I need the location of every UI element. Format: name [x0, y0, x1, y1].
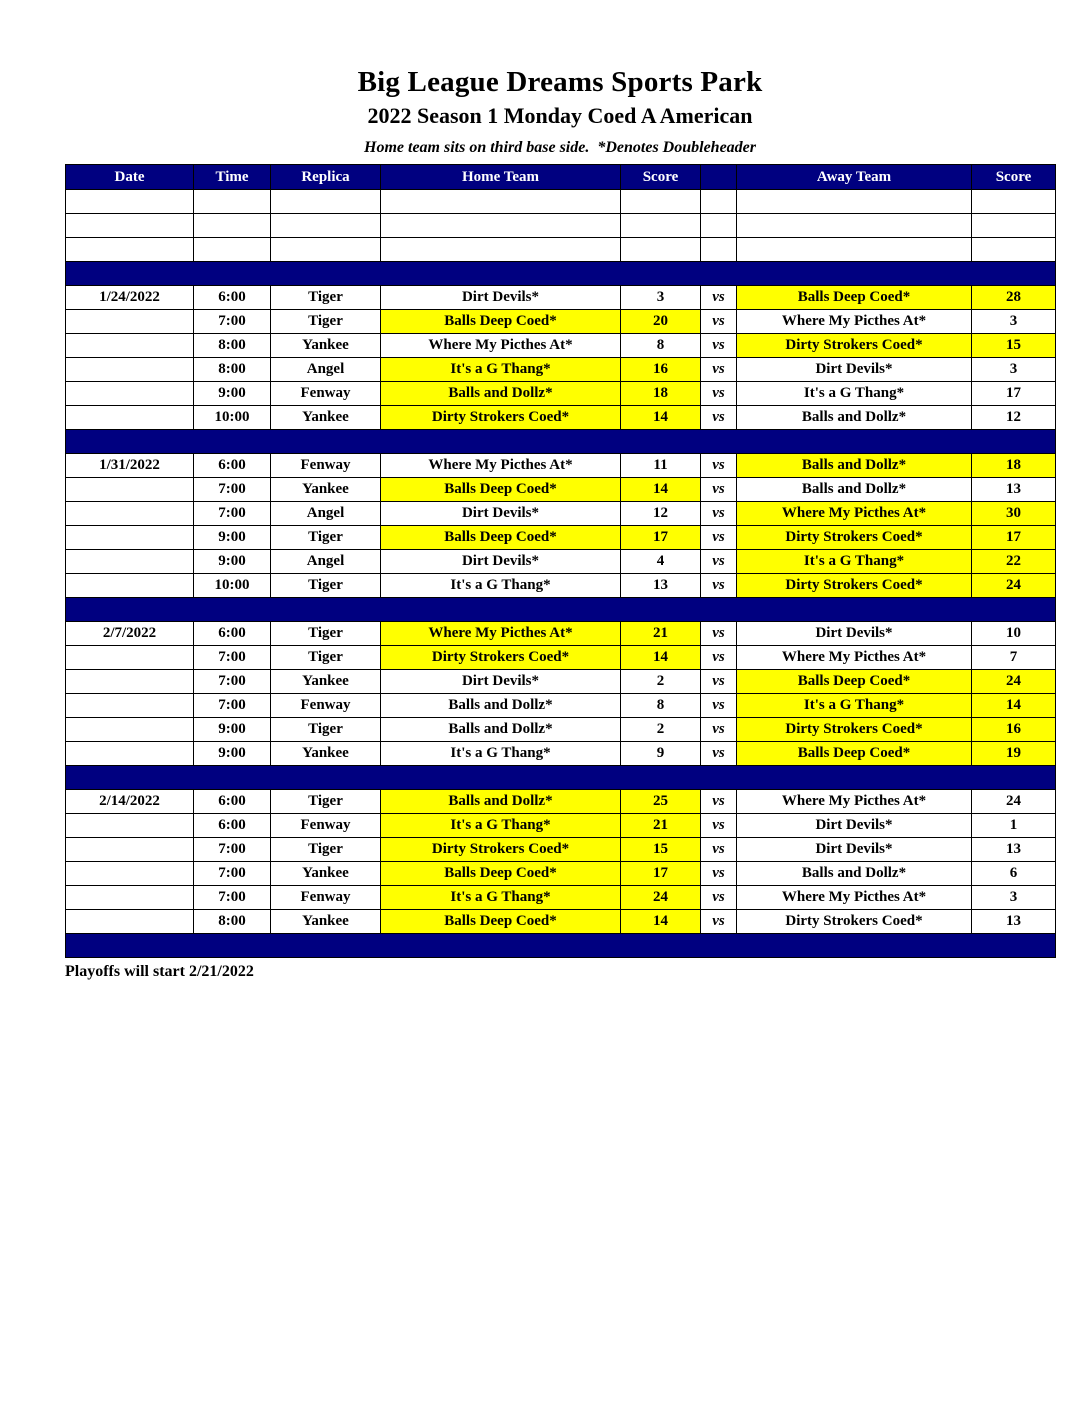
- vs-cell: vs: [701, 838, 737, 862]
- time-cell: 9:00: [194, 550, 271, 574]
- vs-cell: vs: [701, 478, 737, 502]
- home-team-cell: Where My Picthes At*: [381, 334, 621, 358]
- vs-cell: vs: [701, 358, 737, 382]
- vs-cell: vs: [701, 814, 737, 838]
- home-score-cell: 2: [621, 670, 701, 694]
- home-score-cell: 15: [621, 838, 701, 862]
- replica-cell: Tiger: [271, 646, 381, 670]
- time-cell: 8:00: [194, 358, 271, 382]
- vs-cell: vs: [701, 646, 737, 670]
- away-score-cell: 18: [972, 454, 1056, 478]
- date-cell: [66, 694, 194, 718]
- game-row: [66, 334, 1056, 358]
- away-team-cell: Balls Deep Coed*: [737, 742, 972, 766]
- home-score-cell: 4: [621, 550, 701, 574]
- away-score-cell: 3: [972, 310, 1056, 334]
- away-score-cell: 24: [972, 574, 1056, 598]
- time-cell: 10:00: [194, 574, 271, 598]
- home-score-cell: 17: [621, 862, 701, 886]
- home-score-cell: 9: [621, 742, 701, 766]
- replica-cell: Fenway: [271, 382, 381, 406]
- vs-cell: vs: [701, 574, 737, 598]
- time-cell: 6:00: [194, 454, 271, 478]
- game-row: [66, 286, 1056, 310]
- date-cell: [66, 358, 194, 382]
- home-team-cell: Balls Deep Coed*: [381, 526, 621, 550]
- home-team-cell: Dirty Strokers Coed*: [381, 406, 621, 430]
- vs-cell: vs: [701, 550, 737, 574]
- away-score-cell: 1: [972, 814, 1056, 838]
- empty-cell: [66, 238, 194, 262]
- away-team-cell: Where My Picthes At*: [737, 502, 972, 526]
- time-cell: 6:00: [194, 622, 271, 646]
- away-score-cell: 7: [972, 646, 1056, 670]
- replica-cell: Fenway: [271, 454, 381, 478]
- date-cell: [66, 718, 194, 742]
- away-score-cell: 6: [972, 862, 1056, 886]
- game-row: [66, 382, 1056, 406]
- home-score-cell: 2: [621, 718, 701, 742]
- home-team-cell: It's a G Thang*: [381, 886, 621, 910]
- home-team-cell: Dirt Devils*: [381, 502, 621, 526]
- table-head: [66, 165, 1056, 190]
- empty-cell: [271, 190, 381, 214]
- empty-cell: [381, 214, 621, 238]
- away-score-cell: 12: [972, 406, 1056, 430]
- date-cell: [66, 646, 194, 670]
- home-team-cell: Balls Deep Coed*: [381, 910, 621, 934]
- away-score-cell: 10: [972, 622, 1056, 646]
- away-score-cell: 19: [972, 742, 1056, 766]
- empty-cell: [621, 238, 701, 262]
- game-row: [66, 790, 1056, 814]
- empty-cell: [194, 214, 271, 238]
- time-cell: 7:00: [194, 838, 271, 862]
- empty-cell: [271, 238, 381, 262]
- replica-cell: Tiger: [271, 286, 381, 310]
- time-cell: 9:00: [194, 742, 271, 766]
- empty-cell: [972, 190, 1056, 214]
- away-score-cell: 16: [972, 718, 1056, 742]
- empty-cell: [271, 214, 381, 238]
- home-score-cell: 25: [621, 790, 701, 814]
- home-score-cell: 17: [621, 526, 701, 550]
- away-team-cell: It's a G Thang*: [737, 550, 972, 574]
- header-time: Time: [194, 165, 271, 190]
- time-cell: 9:00: [194, 382, 271, 406]
- home-score-cell: 14: [621, 910, 701, 934]
- home-team-cell: Dirt Devils*: [381, 670, 621, 694]
- date-cell: [66, 574, 194, 598]
- game-row: [66, 478, 1056, 502]
- date-cell: [66, 862, 194, 886]
- game-row: [66, 550, 1056, 574]
- vs-cell: vs: [701, 406, 737, 430]
- replica-cell: Yankee: [271, 910, 381, 934]
- replica-cell: Tiger: [271, 574, 381, 598]
- home-team-cell: It's a G Thang*: [381, 358, 621, 382]
- away-team-cell: Dirty Strokers Coed*: [737, 574, 972, 598]
- time-cell: 7:00: [194, 502, 271, 526]
- separator-cell: [66, 766, 1056, 790]
- schedule-table: [65, 164, 1056, 958]
- empty-cell: [381, 190, 621, 214]
- time-cell: 6:00: [194, 286, 271, 310]
- replica-cell: Fenway: [271, 814, 381, 838]
- away-score-cell: 15: [972, 334, 1056, 358]
- home-team-cell: Dirt Devils*: [381, 550, 621, 574]
- empty-cell: [621, 214, 701, 238]
- replica-cell: Yankee: [271, 862, 381, 886]
- away-team-cell: Where My Picthes At*: [737, 886, 972, 910]
- date-cell: [66, 310, 194, 334]
- date-cell: [66, 910, 194, 934]
- date-cell: [66, 814, 194, 838]
- replica-cell: Angel: [271, 502, 381, 526]
- replica-cell: Tiger: [271, 622, 381, 646]
- away-team-cell: Dirty Strokers Coed*: [737, 910, 972, 934]
- away-team-cell: Balls and Dollz*: [737, 862, 972, 886]
- away-score-cell: 28: [972, 286, 1056, 310]
- away-team-cell: It's a G Thang*: [737, 694, 972, 718]
- home-score-cell: 11: [621, 454, 701, 478]
- vs-cell: vs: [701, 742, 737, 766]
- empty-cell: [737, 214, 972, 238]
- game-row: [66, 670, 1056, 694]
- empty-cell: [972, 238, 1056, 262]
- empty-row: [66, 190, 1056, 214]
- away-team-cell: Balls and Dollz*: [737, 406, 972, 430]
- time-cell: 8:00: [194, 334, 271, 358]
- away-team-cell: Balls and Dollz*: [737, 454, 972, 478]
- replica-cell: Tiger: [271, 718, 381, 742]
- away-team-cell: Dirty Strokers Coed*: [737, 334, 972, 358]
- date-cell: [66, 406, 194, 430]
- home-team-cell: Balls and Dollz*: [381, 718, 621, 742]
- vs-cell: vs: [701, 790, 737, 814]
- home-score-cell: 13: [621, 574, 701, 598]
- empty-cell: [194, 190, 271, 214]
- date-cell: [66, 550, 194, 574]
- home-team-cell: Dirt Devils*: [381, 286, 621, 310]
- away-team-cell: Dirt Devils*: [737, 814, 972, 838]
- separator-row: [66, 934, 1056, 958]
- replica-cell: Angel: [271, 550, 381, 574]
- header-away-score: Score: [972, 165, 1056, 190]
- time-cell: 6:00: [194, 814, 271, 838]
- replica-cell: Fenway: [271, 886, 381, 910]
- vs-cell: vs: [701, 670, 737, 694]
- vs-cell: vs: [701, 334, 737, 358]
- vs-cell: vs: [701, 718, 737, 742]
- game-row: [66, 886, 1056, 910]
- replica-cell: Yankee: [271, 742, 381, 766]
- date-cell: 1/24/2022: [66, 286, 194, 310]
- replica-cell: Tiger: [271, 838, 381, 862]
- header-row: [66, 165, 1056, 190]
- away-score-cell: 13: [972, 910, 1056, 934]
- home-score-cell: 24: [621, 886, 701, 910]
- time-cell: 9:00: [194, 718, 271, 742]
- empty-row: [66, 214, 1056, 238]
- date-cell: 2/14/2022: [66, 790, 194, 814]
- away-team-cell: Dirt Devils*: [737, 358, 972, 382]
- date-cell: [66, 478, 194, 502]
- away-team-cell: Dirt Devils*: [737, 838, 972, 862]
- time-cell: 7:00: [194, 646, 271, 670]
- game-row: [66, 358, 1056, 382]
- separator-cell: [66, 598, 1056, 622]
- time-cell: 7:00: [194, 478, 271, 502]
- game-row: [66, 814, 1056, 838]
- vs-cell: vs: [701, 862, 737, 886]
- date-cell: 2/7/2022: [66, 622, 194, 646]
- game-row: [66, 574, 1056, 598]
- game-row: [66, 646, 1056, 670]
- home-score-cell: 21: [621, 814, 701, 838]
- empty-cell: [701, 214, 737, 238]
- home-team-cell: Balls Deep Coed*: [381, 862, 621, 886]
- vs-cell: vs: [701, 526, 737, 550]
- game-row: [66, 862, 1056, 886]
- vs-cell: vs: [701, 310, 737, 334]
- game-row: [66, 742, 1056, 766]
- date-cell: [66, 886, 194, 910]
- game-row: [66, 310, 1056, 334]
- home-team-cell: It's a G Thang*: [381, 814, 621, 838]
- home-team-cell: It's a G Thang*: [381, 574, 621, 598]
- date-cell: 1/31/2022: [66, 454, 194, 478]
- game-row: [66, 406, 1056, 430]
- away-team-cell: Where My Picthes At*: [737, 646, 972, 670]
- time-cell: 7:00: [194, 670, 271, 694]
- vs-cell: vs: [701, 286, 737, 310]
- home-team-cell: Where My Picthes At*: [381, 454, 621, 478]
- time-cell: 10:00: [194, 406, 271, 430]
- table-body: [66, 190, 1056, 958]
- empty-cell: [194, 238, 271, 262]
- home-score-cell: 8: [621, 694, 701, 718]
- away-score-cell: 24: [972, 790, 1056, 814]
- home-score-cell: 14: [621, 646, 701, 670]
- vs-cell: vs: [701, 382, 737, 406]
- away-score-cell: 22: [972, 550, 1056, 574]
- replica-cell: Yankee: [271, 478, 381, 502]
- replica-cell: Tiger: [271, 310, 381, 334]
- home-score-cell: 18: [621, 382, 701, 406]
- game-row: [66, 454, 1056, 478]
- replica-cell: Angel: [271, 358, 381, 382]
- empty-cell: [381, 238, 621, 262]
- time-cell: 7:00: [194, 886, 271, 910]
- page-subtitle: 2022 Season 1 Monday Coed A American: [367, 103, 753, 128]
- separator-row: [66, 766, 1056, 790]
- header-date: Date: [66, 165, 194, 190]
- date-cell: [66, 382, 194, 406]
- empty-cell: [701, 190, 737, 214]
- home-team-cell: Balls and Dollz*: [381, 790, 621, 814]
- replica-cell: Yankee: [271, 670, 381, 694]
- replica-cell: Tiger: [271, 526, 381, 550]
- away-team-cell: Dirty Strokers Coed*: [737, 718, 972, 742]
- time-cell: 7:00: [194, 862, 271, 886]
- away-team-cell: Balls Deep Coed*: [737, 286, 972, 310]
- away-team-cell: Where My Picthes At*: [737, 790, 972, 814]
- header-away-team: Away Team: [737, 165, 972, 190]
- replica-cell: Fenway: [271, 694, 381, 718]
- game-row: [66, 622, 1056, 646]
- away-team-cell: It's a G Thang*: [737, 382, 972, 406]
- separator-cell: [66, 934, 1056, 958]
- home-team-cell: Balls and Dollz*: [381, 694, 621, 718]
- vs-cell: vs: [701, 502, 737, 526]
- away-score-cell: 14: [972, 694, 1056, 718]
- home-score-cell: 14: [621, 478, 701, 502]
- away-team-cell: Dirty Strokers Coed*: [737, 526, 972, 550]
- header-replica: Replica: [271, 165, 381, 190]
- separator-cell: [66, 430, 1056, 454]
- time-cell: 8:00: [194, 910, 271, 934]
- date-cell: [66, 838, 194, 862]
- game-row: [66, 910, 1056, 934]
- vs-cell: vs: [701, 454, 737, 478]
- empty-cell: [737, 238, 972, 262]
- vs-cell: vs: [701, 886, 737, 910]
- separator-row: [66, 262, 1056, 286]
- vs-cell: vs: [701, 622, 737, 646]
- home-score-cell: 8: [621, 334, 701, 358]
- date-cell: [66, 742, 194, 766]
- game-row: [66, 694, 1056, 718]
- home-team-cell: Dirty Strokers Coed*: [381, 646, 621, 670]
- vs-cell: vs: [701, 910, 737, 934]
- time-cell: 9:00: [194, 526, 271, 550]
- separator-cell: [66, 262, 1056, 286]
- header-home-score: Score: [621, 165, 701, 190]
- empty-cell: [66, 214, 194, 238]
- home-team-cell: It's a G Thang*: [381, 742, 621, 766]
- away-team-cell: Where My Picthes At*: [737, 310, 972, 334]
- date-cell: [66, 526, 194, 550]
- home-score-cell: 12: [621, 502, 701, 526]
- game-row: [66, 502, 1056, 526]
- home-team-cell: Balls and Dollz*: [381, 382, 621, 406]
- game-row: [66, 526, 1056, 550]
- date-cell: [66, 502, 194, 526]
- replica-cell: Tiger: [271, 790, 381, 814]
- home-team-cell: Balls Deep Coed*: [381, 310, 621, 334]
- away-team-cell: Dirt Devils*: [737, 622, 972, 646]
- away-team-cell: Balls and Dollz*: [737, 478, 972, 502]
- away-score-cell: 17: [972, 382, 1056, 406]
- away-score-cell: 13: [972, 838, 1056, 862]
- away-score-cell: 17: [972, 526, 1056, 550]
- vs-cell: vs: [701, 694, 737, 718]
- home-score-cell: 16: [621, 358, 701, 382]
- home-team-cell: Balls Deep Coed*: [381, 478, 621, 502]
- empty-row: [66, 238, 1056, 262]
- date-cell: [66, 334, 194, 358]
- away-score-cell: 30: [972, 502, 1056, 526]
- home-team-cell: Dirty Strokers Coed*: [381, 838, 621, 862]
- time-cell: 6:00: [194, 790, 271, 814]
- separator-row: [66, 430, 1056, 454]
- away-score-cell: 24: [972, 670, 1056, 694]
- time-cell: 7:00: [194, 694, 271, 718]
- empty-cell: [737, 190, 972, 214]
- separator-row: [66, 598, 1056, 622]
- empty-cell: [66, 190, 194, 214]
- playoffs-note: Playoffs will start 2/21/2022: [65, 963, 254, 980]
- time-cell: 7:00: [194, 310, 271, 334]
- legend-note: Home team sits on third base side. *Denotes Doubleheader: [364, 139, 756, 156]
- home-score-cell: 3: [621, 286, 701, 310]
- game-row: [66, 838, 1056, 862]
- away-score-cell: 13: [972, 478, 1056, 502]
- date-cell: [66, 670, 194, 694]
- home-score-cell: 21: [621, 622, 701, 646]
- away-score-cell: 3: [972, 886, 1056, 910]
- replica-cell: Yankee: [271, 334, 381, 358]
- game-row: [66, 718, 1056, 742]
- away-score-cell: 3: [972, 358, 1056, 382]
- header-vs: [701, 165, 737, 190]
- home-score-cell: 14: [621, 406, 701, 430]
- empty-cell: [621, 190, 701, 214]
- empty-cell: [972, 214, 1056, 238]
- replica-cell: Yankee: [271, 406, 381, 430]
- home-team-cell: Where My Picthes At*: [381, 622, 621, 646]
- home-score-cell: 20: [621, 310, 701, 334]
- header-home-team: Home Team: [381, 165, 621, 190]
- empty-cell: [701, 238, 737, 262]
- away-team-cell: Balls Deep Coed*: [737, 670, 972, 694]
- page-title: Big League Dreams Sports Park: [357, 66, 763, 98]
